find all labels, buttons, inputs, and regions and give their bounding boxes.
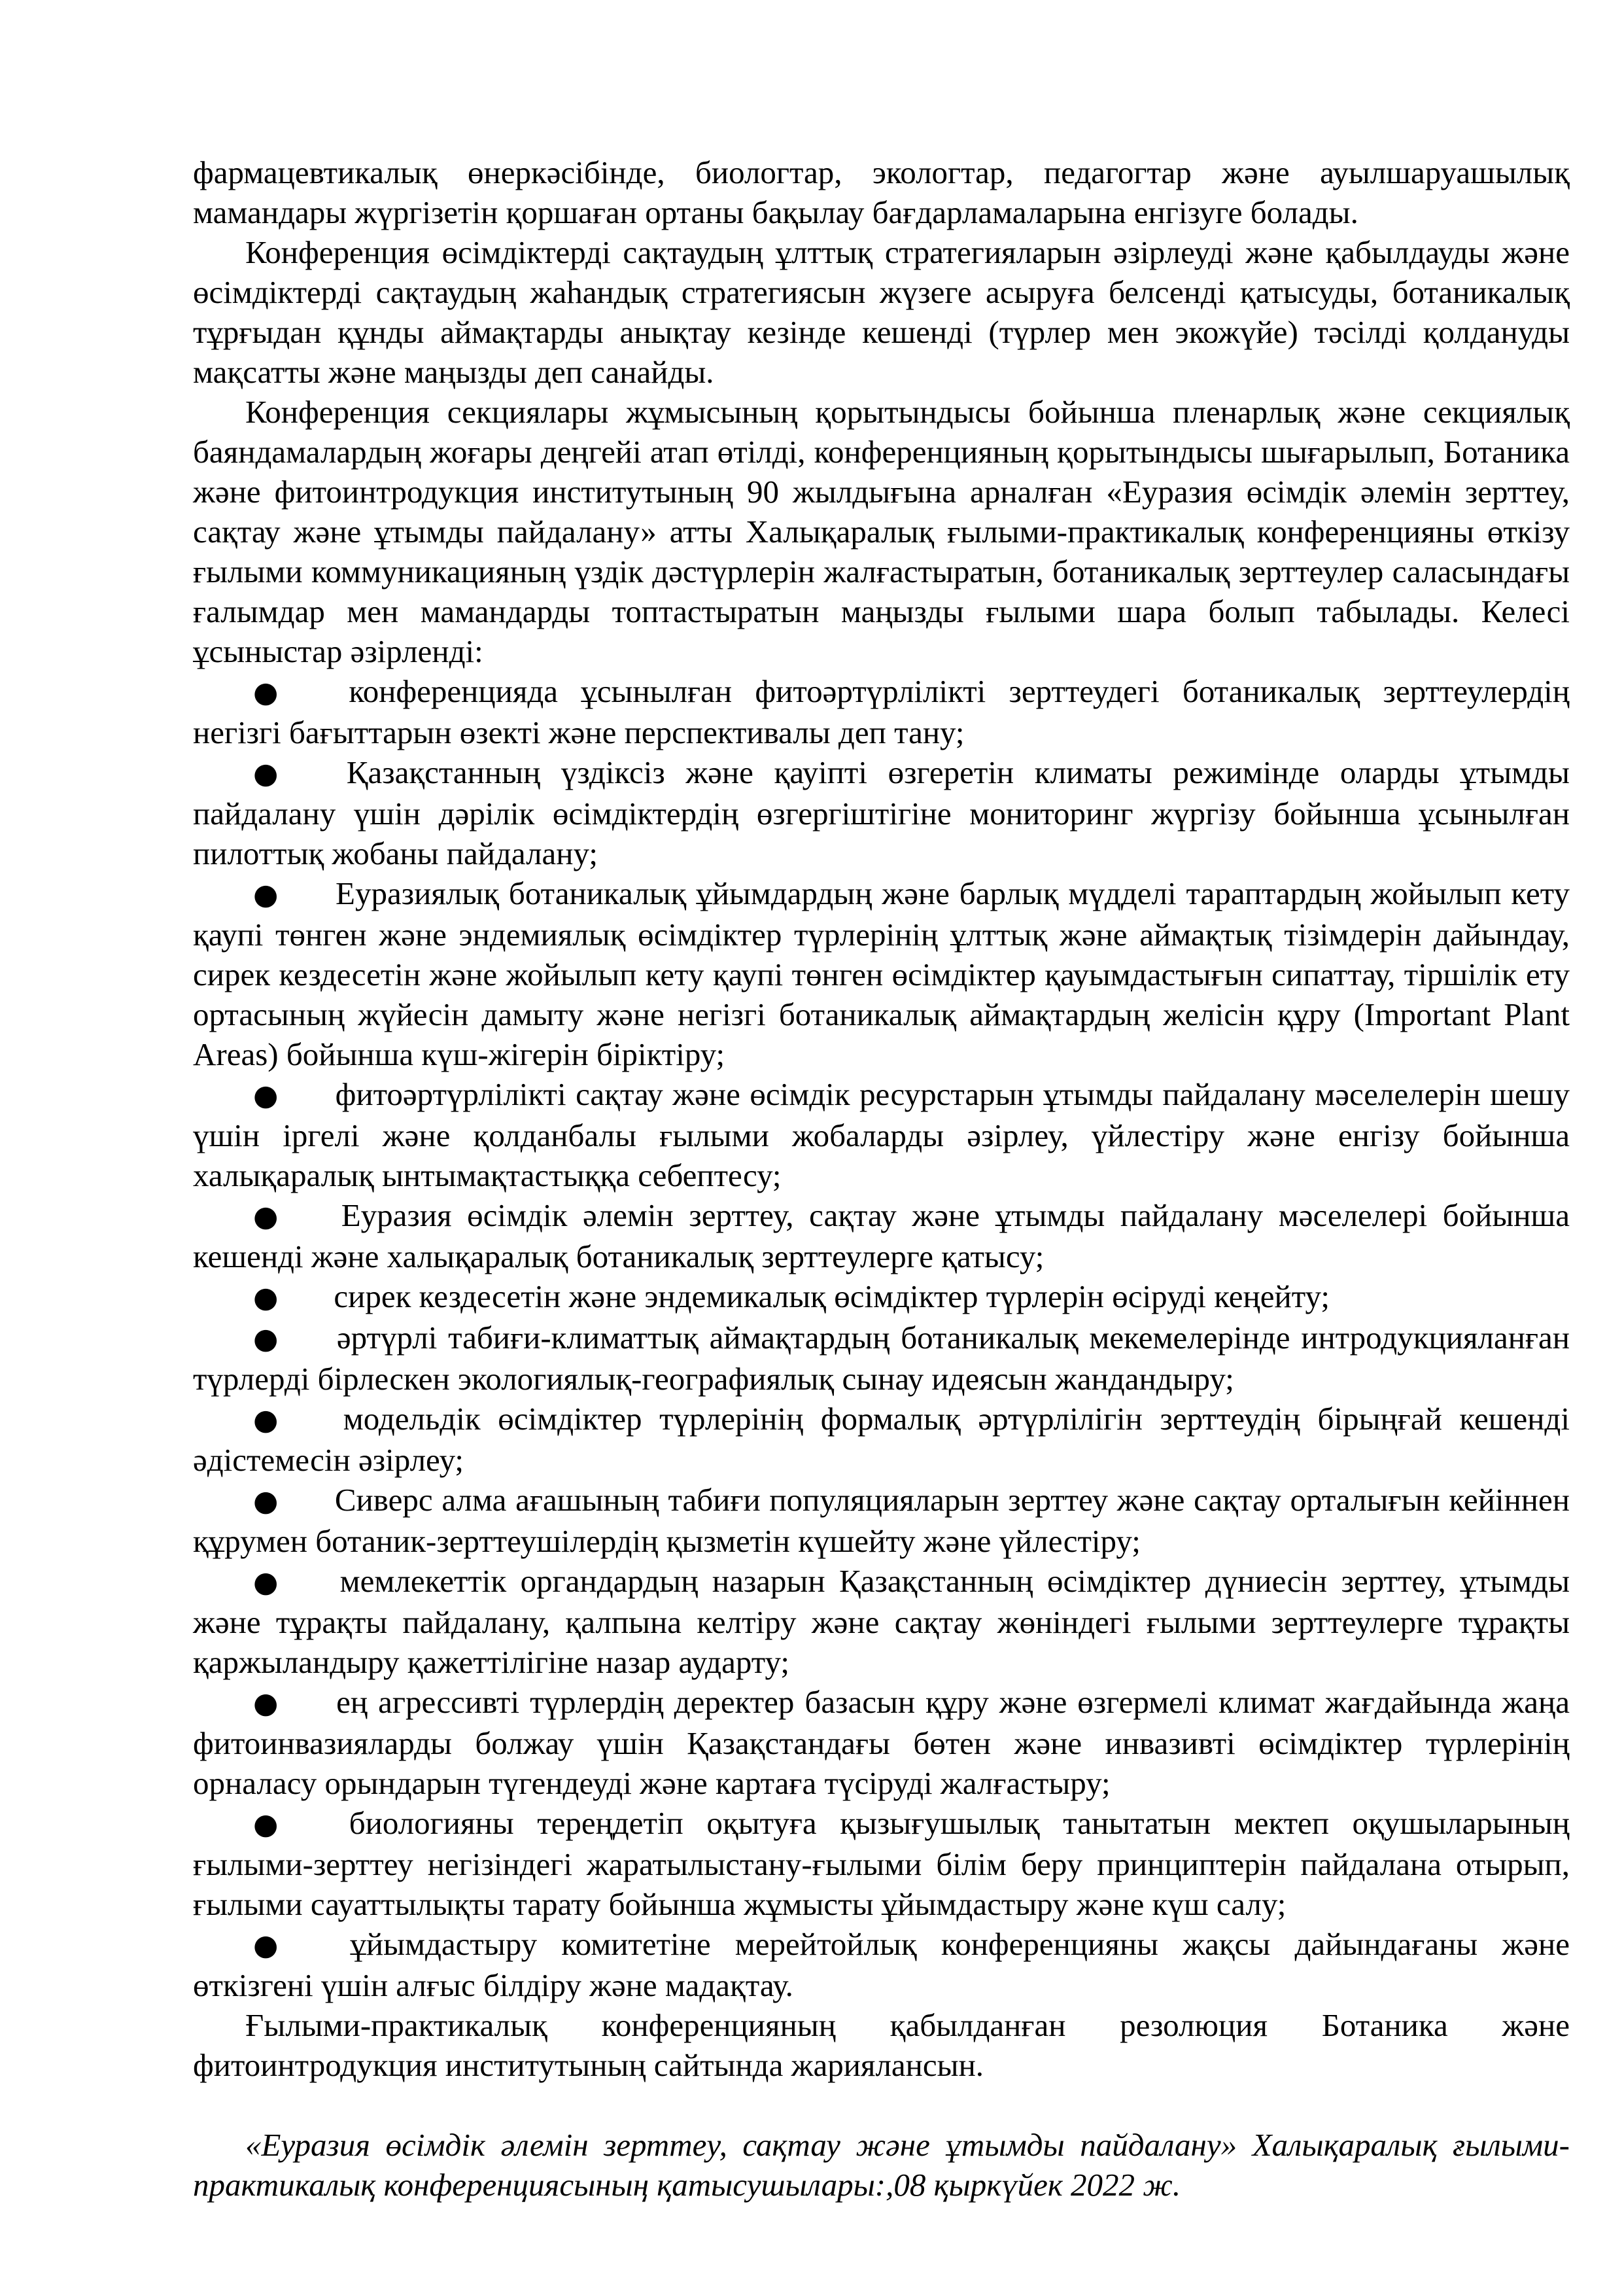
bullet-text: сирек кездесетін және эндемикалық өсімдіктер түрлерін өсіруді кеңейту; [334,1278,1330,1314]
bullet-icon: ● [253,1403,288,1437]
bullet-text: ұйымдастыру комитетіне мерейтойлық конференцияны жақсы дайындағаны және өткізгені үшін алғыс білдіру және мадақтау. [193,1926,1570,2003]
bullet-icon: ● [253,1566,285,1599]
bullet-text: Еуразиялық ботаникалық ұйымдардың және барлық мүдделі тараптардың жойылып кету қаупі төнген және эндемиялық өсімдіктер түрлерінің ұлттық және аймақтық тізімдерін дайындау, сирек кездесетін және жойылып кету қаупі төнген өсімдіктер қауымдастығын сипаттау, тіршілік ету ортасының жүйесін дамыту және негізгі ботаникалық аймақтардың желісін құру (Important Plant Areas) бойынша күш-жігерін біріктіру; [193,875,1570,1072]
bullet-item [193,752,1570,873]
bullet-icon: ● [253,1808,294,1841]
bullet-text: биологияны тереңдетіп оқытуға қызығушылық танытатын мектеп оқушыларының ғылыми-зерттеу негізіндегі жаратылыстану-ғылыми білім беру принциптерін пайдалана отырып, ғылыми сауаттылықты тарату бойынша жұмысты ұйымдастыру және күш салу; [193,1805,1570,1922]
bullet-icon: ● [253,1687,281,1720]
bullet-item [193,1480,1570,1561]
bullet-item [193,1803,1570,1924]
bullet-icon: ● [253,676,294,709]
bullet-text: Қазақстанның үздіксіз және қауіпті өзгеретін климаты режимінде оларды ұтымды пайдалану үшін дәрілік өсімдіктердің өзгергіштігіне мониторинг жүргізу бойынша ұсынылған пилоттық жобаны пайдалану; [193,754,1570,871]
bullet-item [193,1399,1570,1480]
bullet-icon: ● [253,1200,286,1233]
bullet-text: мемлекеттік органдардың назарын Қазақстанның өсімдіктер дүниесін зерттеу, ұтымды және тұрақты пайдалану, қалпына келтіру және сақтау жөніндегі ғылыми зерттеулерге тұрақты қаржыландыру қажеттілігіне назар аударту; [193,1563,1570,1680]
bullet-text: ең агрессивті түрлердің деректер базасын құру және өзгермелі климат жағдайында жаңа фитоинвазияларды болжау үшін Қазақстандағы бөтен және инвазивті өсімдіктер түрлерінің орналасу орындарын түгендеуді және картаға түсіруді жалғастыру; [193,1684,1570,1801]
closing-paragraph: Ғылыми-практикалық конференцияның қабылданған резолюция Ботаника және фитоинтродукция институтының сайтында жариялансын. [193,2007,1570,2083]
bullet-icon: ● [253,757,291,790]
bullet-item [193,1074,1570,1195]
bullet-text: фитоәртүрлілікті сақтау және өсімдік ресурстарын ұтымды пайдалану мәселелерін шешу үшін іргелі және қолданбалы ғылыми жобаларды әзірлеу, үйлестіру және енгізу бойынша халықаралық ынтымақтастыққа себептесу; [193,1076,1570,1193]
bullet-icon: ● [253,878,281,911]
bullet-item [193,873,1570,1074]
bullet-text: әртүрлі табиғи-климаттық аймақтардың ботаникалық мекемелерінде интродукцияланған түрлерді бірлескен экологиялық-географиялық сынау идеясын жандандыру; [193,1320,1570,1397]
bullet-item [193,671,1570,752]
bullet-text: Сиверс алма ағашының табиғи популяцияларын зерттеу және сақтау орталығын кейіннен құрумен ботаник-зерттеушілердің қызметін күшейту және үйлестіру; [193,1482,1570,1559]
bullet-text: конференцияда ұсынылған фитоәртүрлілікті зерттеудегі ботаникалық зерттеулердің негізгі бағыттарын өзекті және перспективалы деп тану; [193,673,1570,750]
bullet-item [193,1318,1570,1399]
bullet-icon: ● [253,1929,295,1962]
body-paragraph-continuation: фармацевтикалық өнеркәсібінде, биологтар, экологтар, педагогтар және ауылшаруашылық мамандары жүргізетін қоршаған ортаны бақылау бағдарламаларына енгізуге болады. [193,154,1570,230]
body-paragraph: Конференция өсімдіктерді сақтаудың ұлттық стратегияларын әзірлеуді және қабылдауды және өсімдіктерді сақтаудың жаһандық стратегиясын жүзеге асыруға белсенді қатысуды, ботаникалық тұрғыдан құнды аймақтарды анықтау кезінде кешенді (түрлер мен экожүйе) тәсілді қолдануды мақсатты және маңызды деп санайды. [193,234,1570,390]
bullet-item [193,1924,1570,2005]
bullet-icon: ● [253,1281,279,1314]
bullet-list [193,671,1570,2005]
signature-paragraph: «Еуразия өсімдік әлемін зерттеу, сақтау және ұтымды пайдалану» Халықаралық ғылыми-практикалық конференциясының қатысушылары:,08 қыркүйек 2022 ж. [193,2127,1570,2203]
bullet-icon: ● [253,1079,280,1112]
bullet-icon: ● [253,1322,281,1356]
bullet-text: модельдік өсімдіктер түрлерінің формалық әртүрлілігін зерттеудің бірыңғай кешенді әдістемесін әзірлеу; [193,1401,1570,1478]
body-paragraph: Конференция секциялары жұмысының қорытындысы бойынша пленарлық және секциялық баяндамалардың жоғары деңгейі атап өтілді, конференцияның қорытындысы шығарылып, Ботаника және фитоинтродукция институтының 90 жылдығына арналған «Еуразия өсімдік әлемін зерттеу, сақтау және ұтымды пайдалану» атты Халықаралық ғылыми-практикалық конференцияны өткізу ғылыми коммуникацияның үздік дәстүрлерін жалғастыратын, ботаникалық зерттеулер саласындағы ғалымдар мен мамандарды топтастыратын маңызды ғылыми шара болып табылады. Келесі ұсыныстар әзірленді: [193,394,1570,669]
bullet-item [193,1195,1570,1276]
bullet-item [193,1561,1570,1682]
bullet-item [193,1276,1570,1318]
bullet-icon: ● [253,1484,279,1518]
bullet-text: Еуразия өсімдік әлемін зерттеу, сақтау және ұтымды пайдалану мәселелері бойынша кешенді және халықаралық ботаникалық зерттеулерге қатысу; [193,1197,1570,1274]
bullet-item [193,1682,1570,1803]
